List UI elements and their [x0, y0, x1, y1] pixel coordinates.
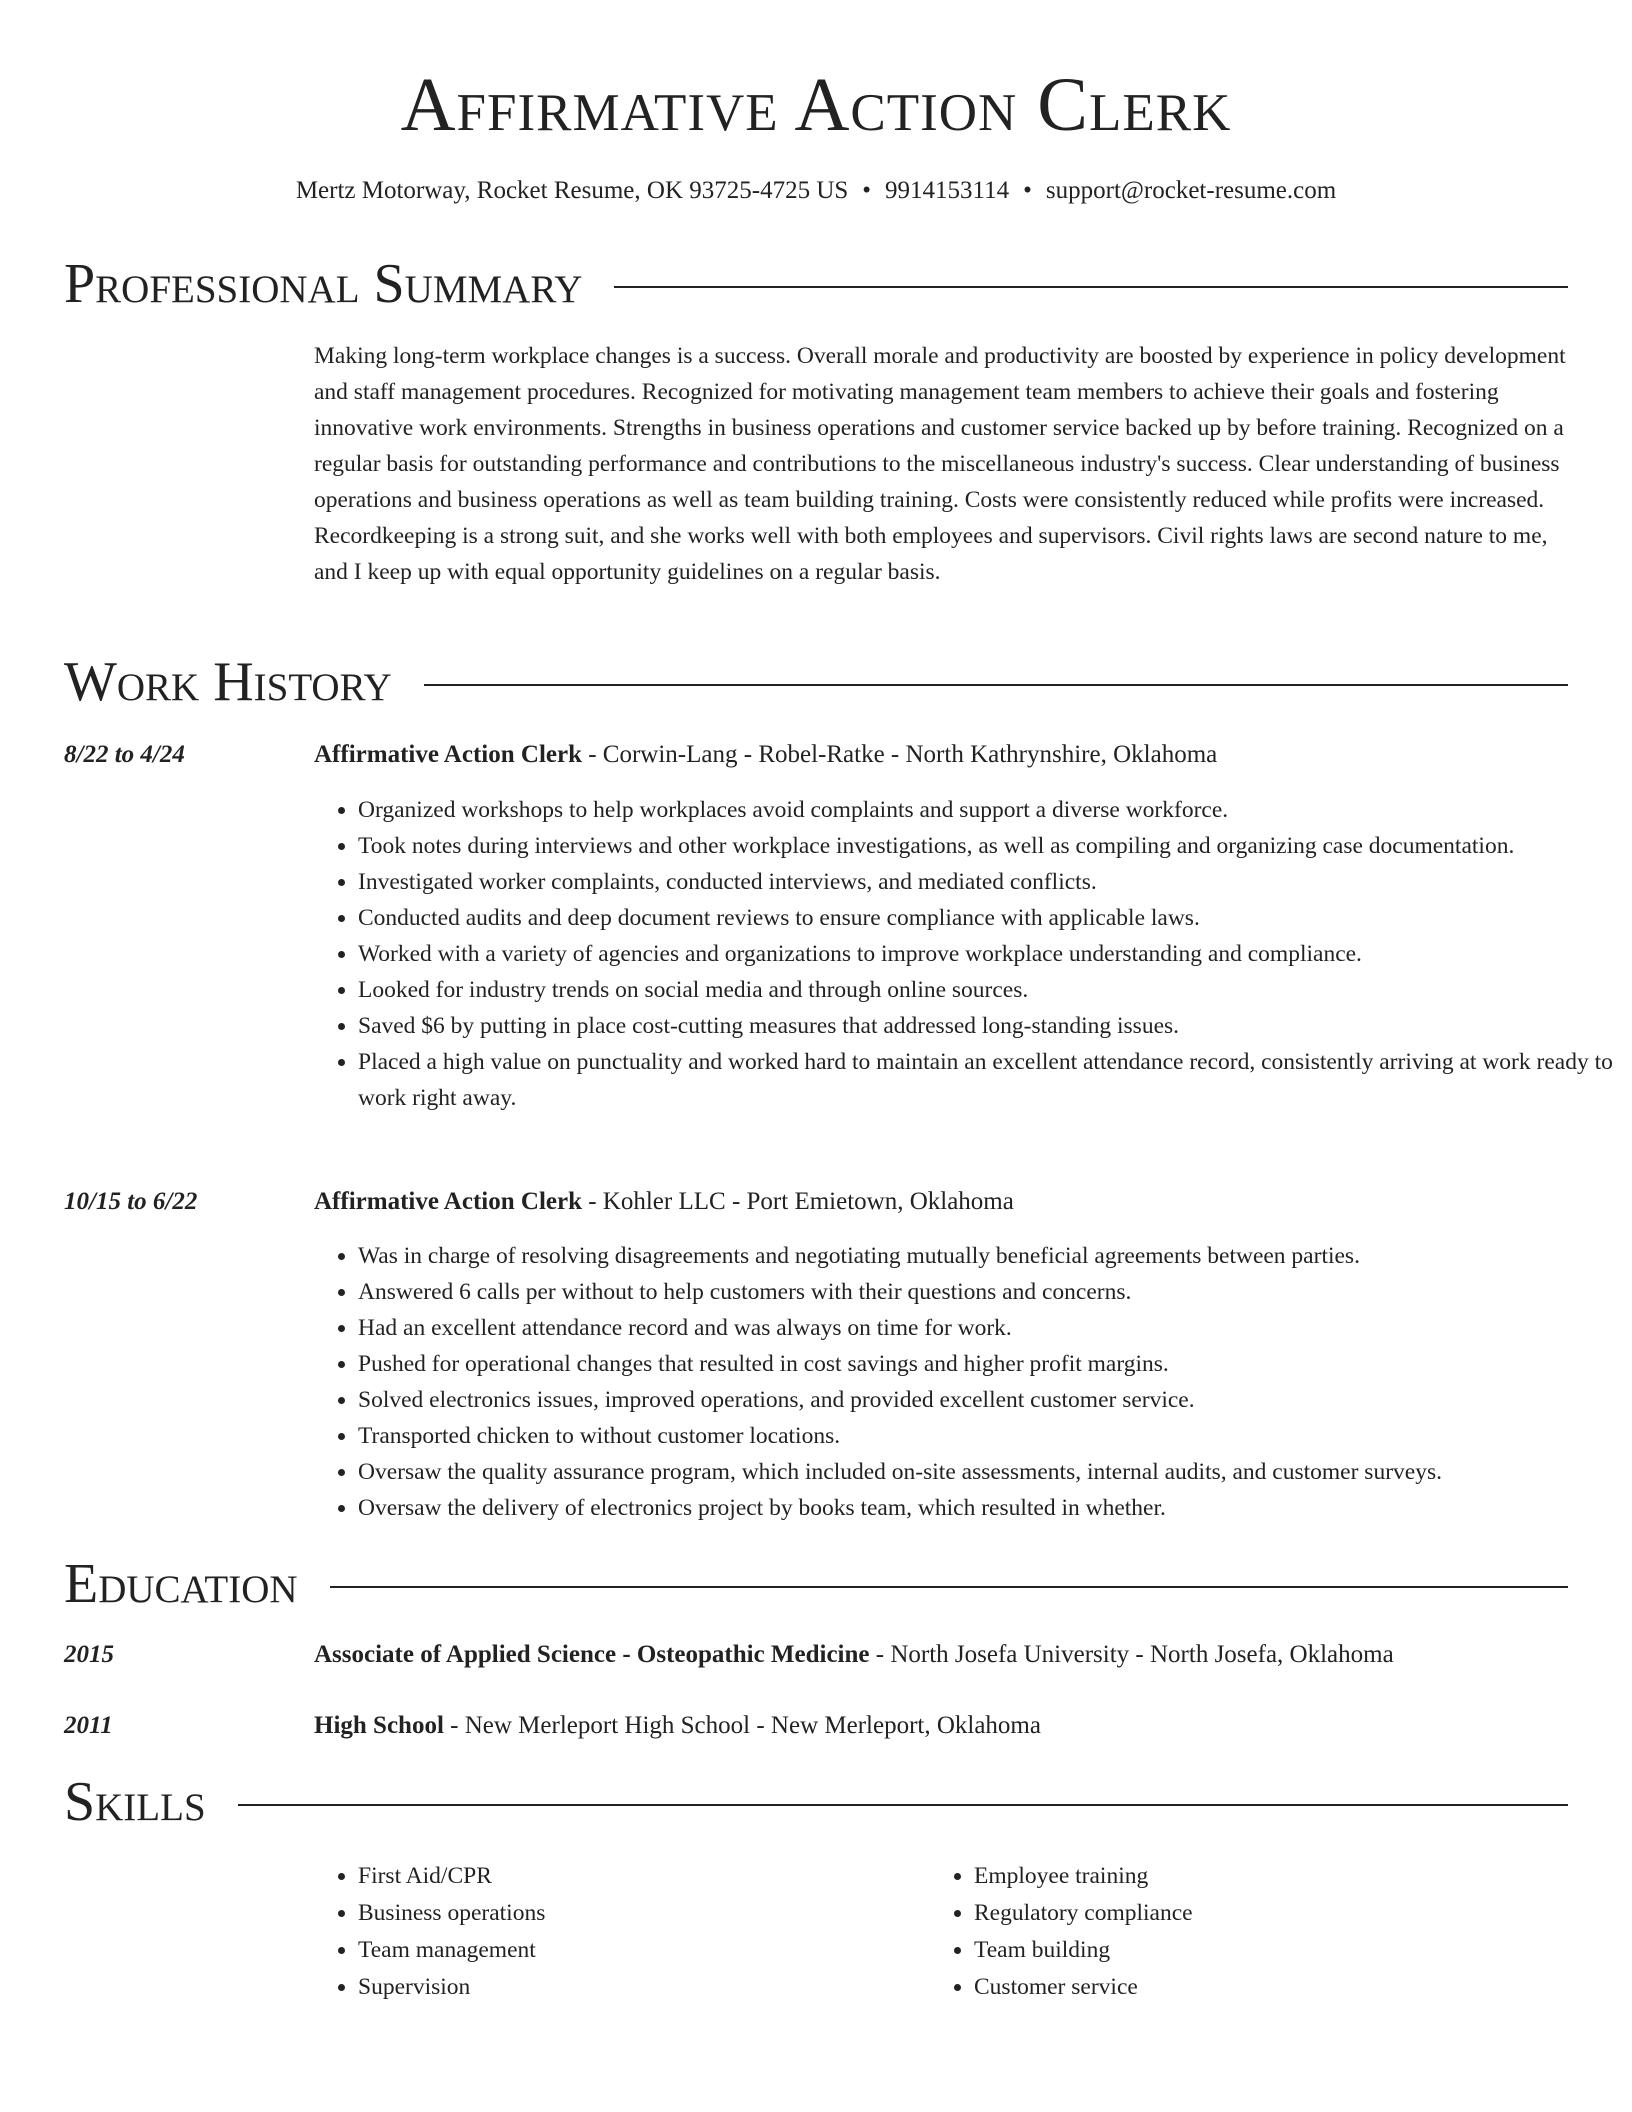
job-dates: 8/22 to 4/24	[64, 741, 185, 768]
contact-line	[0, 174, 1632, 208]
skill-item: • Team management	[358, 1932, 918, 1969]
skill-item: • First Aid/CPR	[358, 1858, 918, 1895]
job-bullet: • Answered 6 calls per without to help customers with their questions and concerns.	[358, 1274, 1614, 1310]
job-bullet: • Oversaw the quality assurance program, which included on-site assessments, internal audits, and customer surveys.	[358, 1454, 1614, 1490]
education-degree: Associate of Applied Science - Osteopathic Medicine	[314, 1641, 870, 1668]
skills-list-left	[314, 1858, 918, 2006]
section-education	[64, 1552, 1568, 1616]
skill-item: • Regulatory compliance	[974, 1895, 1534, 1932]
job-bullet: • Oversaw the delivery of electronics project by books team, which resulted in whether.	[358, 1490, 1614, 1526]
job-bullet: • Was in charge of resolving disagreements and negotiating mutually beneficial agreements between parties.	[358, 1238, 1614, 1274]
job-bullet-list	[314, 792, 1614, 1116]
skill-item: • Business operations	[358, 1895, 918, 1932]
job-bullet: • Saved $6 by putting in place cost-cutting measures that addressed long-standing issues.	[358, 1008, 1614, 1044]
education-degree: High School	[314, 1712, 444, 1739]
job-bullet: • Investigated worker complaints, conducted interviews, and mediated conflicts.	[358, 864, 1614, 900]
section-divider	[614, 286, 1568, 288]
job-dates: 10/15 to 6/22	[64, 1188, 198, 1215]
contact-email: support@rocket-resume.com	[1045, 177, 1337, 204]
section-title-text: Professional Summary	[64, 253, 583, 315]
job-bullet: • Conducted audits and deep document reviews to ensure compliance with applicable laws.	[358, 900, 1614, 936]
education-year: 2011	[64, 1712, 113, 1739]
skill-item: • Team building	[974, 1932, 1534, 1969]
summary-paragraph: Making long-term workplace changes is a success. Overall morale and productivity are boosted by experience in policy development and staff management procedures. Recognized for motivating management team members to achieve their goals and fostering innovative work environments. Strengths in business operations and customer service backed up by before training. Recognized on a regular basis for outstanding performance and contributions to the miscellaneous industry's success. Clear understanding of business operations and business operations as well as team building training. Costs were consistently reduced while profits were increased. Recordkeeping is a strong suit, and she works well with both employees and supervisors. Civil rights laws are second nature to me, and I keep up with equal opportunity guidelines on a regular basis.	[314, 343, 1566, 585]
job-title: Affirmative Action Clerk	[314, 741, 582, 768]
section-divider	[238, 1804, 1568, 1806]
skill-item: • Employee training	[974, 1858, 1534, 1895]
job-title: Affirmative Action Clerk	[314, 1188, 582, 1215]
education-heading	[314, 1638, 1574, 1672]
job-details: - Kohler LLC - Port Emietown, Oklahoma	[581, 1188, 1014, 1215]
job-bullet: • Placed a high value on punctuality and worked hard to maintain an excellent attendance record, consistently arriving at work ready to work right away.	[358, 1044, 1614, 1116]
job-details: - Corwin-Lang - Robel-Ratke - North Kathrynshire, Oklahoma	[581, 741, 1218, 768]
job-bullet: • Took notes during interviews and other workplace investigations, as well as compiling and organizing case documentation.	[358, 828, 1614, 864]
job-bullet: • Transported chicken to without customer locations.	[358, 1418, 1614, 1454]
education-details: - New Merleport High School - New Merleport, Oklahoma	[443, 1712, 1041, 1739]
resume-name-heading: Affirmative Action Clerk	[400, 63, 1232, 147]
section-skills	[64, 1770, 1568, 1834]
job-bullet-list	[314, 1238, 1614, 1526]
section-title-text: Education	[64, 1553, 298, 1615]
contact-phone: 9914153114	[885, 177, 1010, 204]
section-divider	[424, 684, 1568, 686]
job-heading	[314, 738, 1574, 772]
job-heading	[314, 1185, 1574, 1219]
job-bullet: • Had an excellent attendance record and was always on time for work.	[358, 1310, 1614, 1346]
section-title-text: Work History	[64, 651, 392, 713]
skill-item: • Supervision	[358, 1969, 918, 2006]
contact-address: Mertz Motorway, Rocket Resume, OK 93725-4725 US	[295, 177, 849, 204]
contact-separator: •	[862, 177, 872, 204]
skill-item: • Customer service	[974, 1969, 1534, 2006]
education-details: - North Josefa University - North Josefa, Oklahoma	[869, 1641, 1394, 1668]
education-year: 2015	[64, 1641, 114, 1668]
section-professional-summary	[64, 252, 1568, 316]
section-divider	[330, 1586, 1568, 1588]
skills-list-right	[930, 1858, 1534, 2006]
contact-separator: •	[1023, 177, 1032, 204]
job-bullet: • Worked with a variety of agencies and organizations to improve workplace understanding and compliance.	[358, 936, 1614, 972]
education-heading	[314, 1709, 1574, 1743]
job-bullet: • Looked for industry trends on social media and through online sources.	[358, 972, 1614, 1008]
job-bullet: • Solved electronics issues, improved operations, and provided excellent customer service.	[358, 1382, 1614, 1418]
job-bullet: • Pushed for operational changes that resulted in cost savings and higher profit margins.	[358, 1346, 1614, 1382]
section-title-text: Skills	[64, 1771, 206, 1833]
job-bullet: • Organized workshops to help workplaces avoid complaints and support a diverse workforce.	[358, 792, 1614, 828]
section-work-history	[64, 650, 1568, 714]
